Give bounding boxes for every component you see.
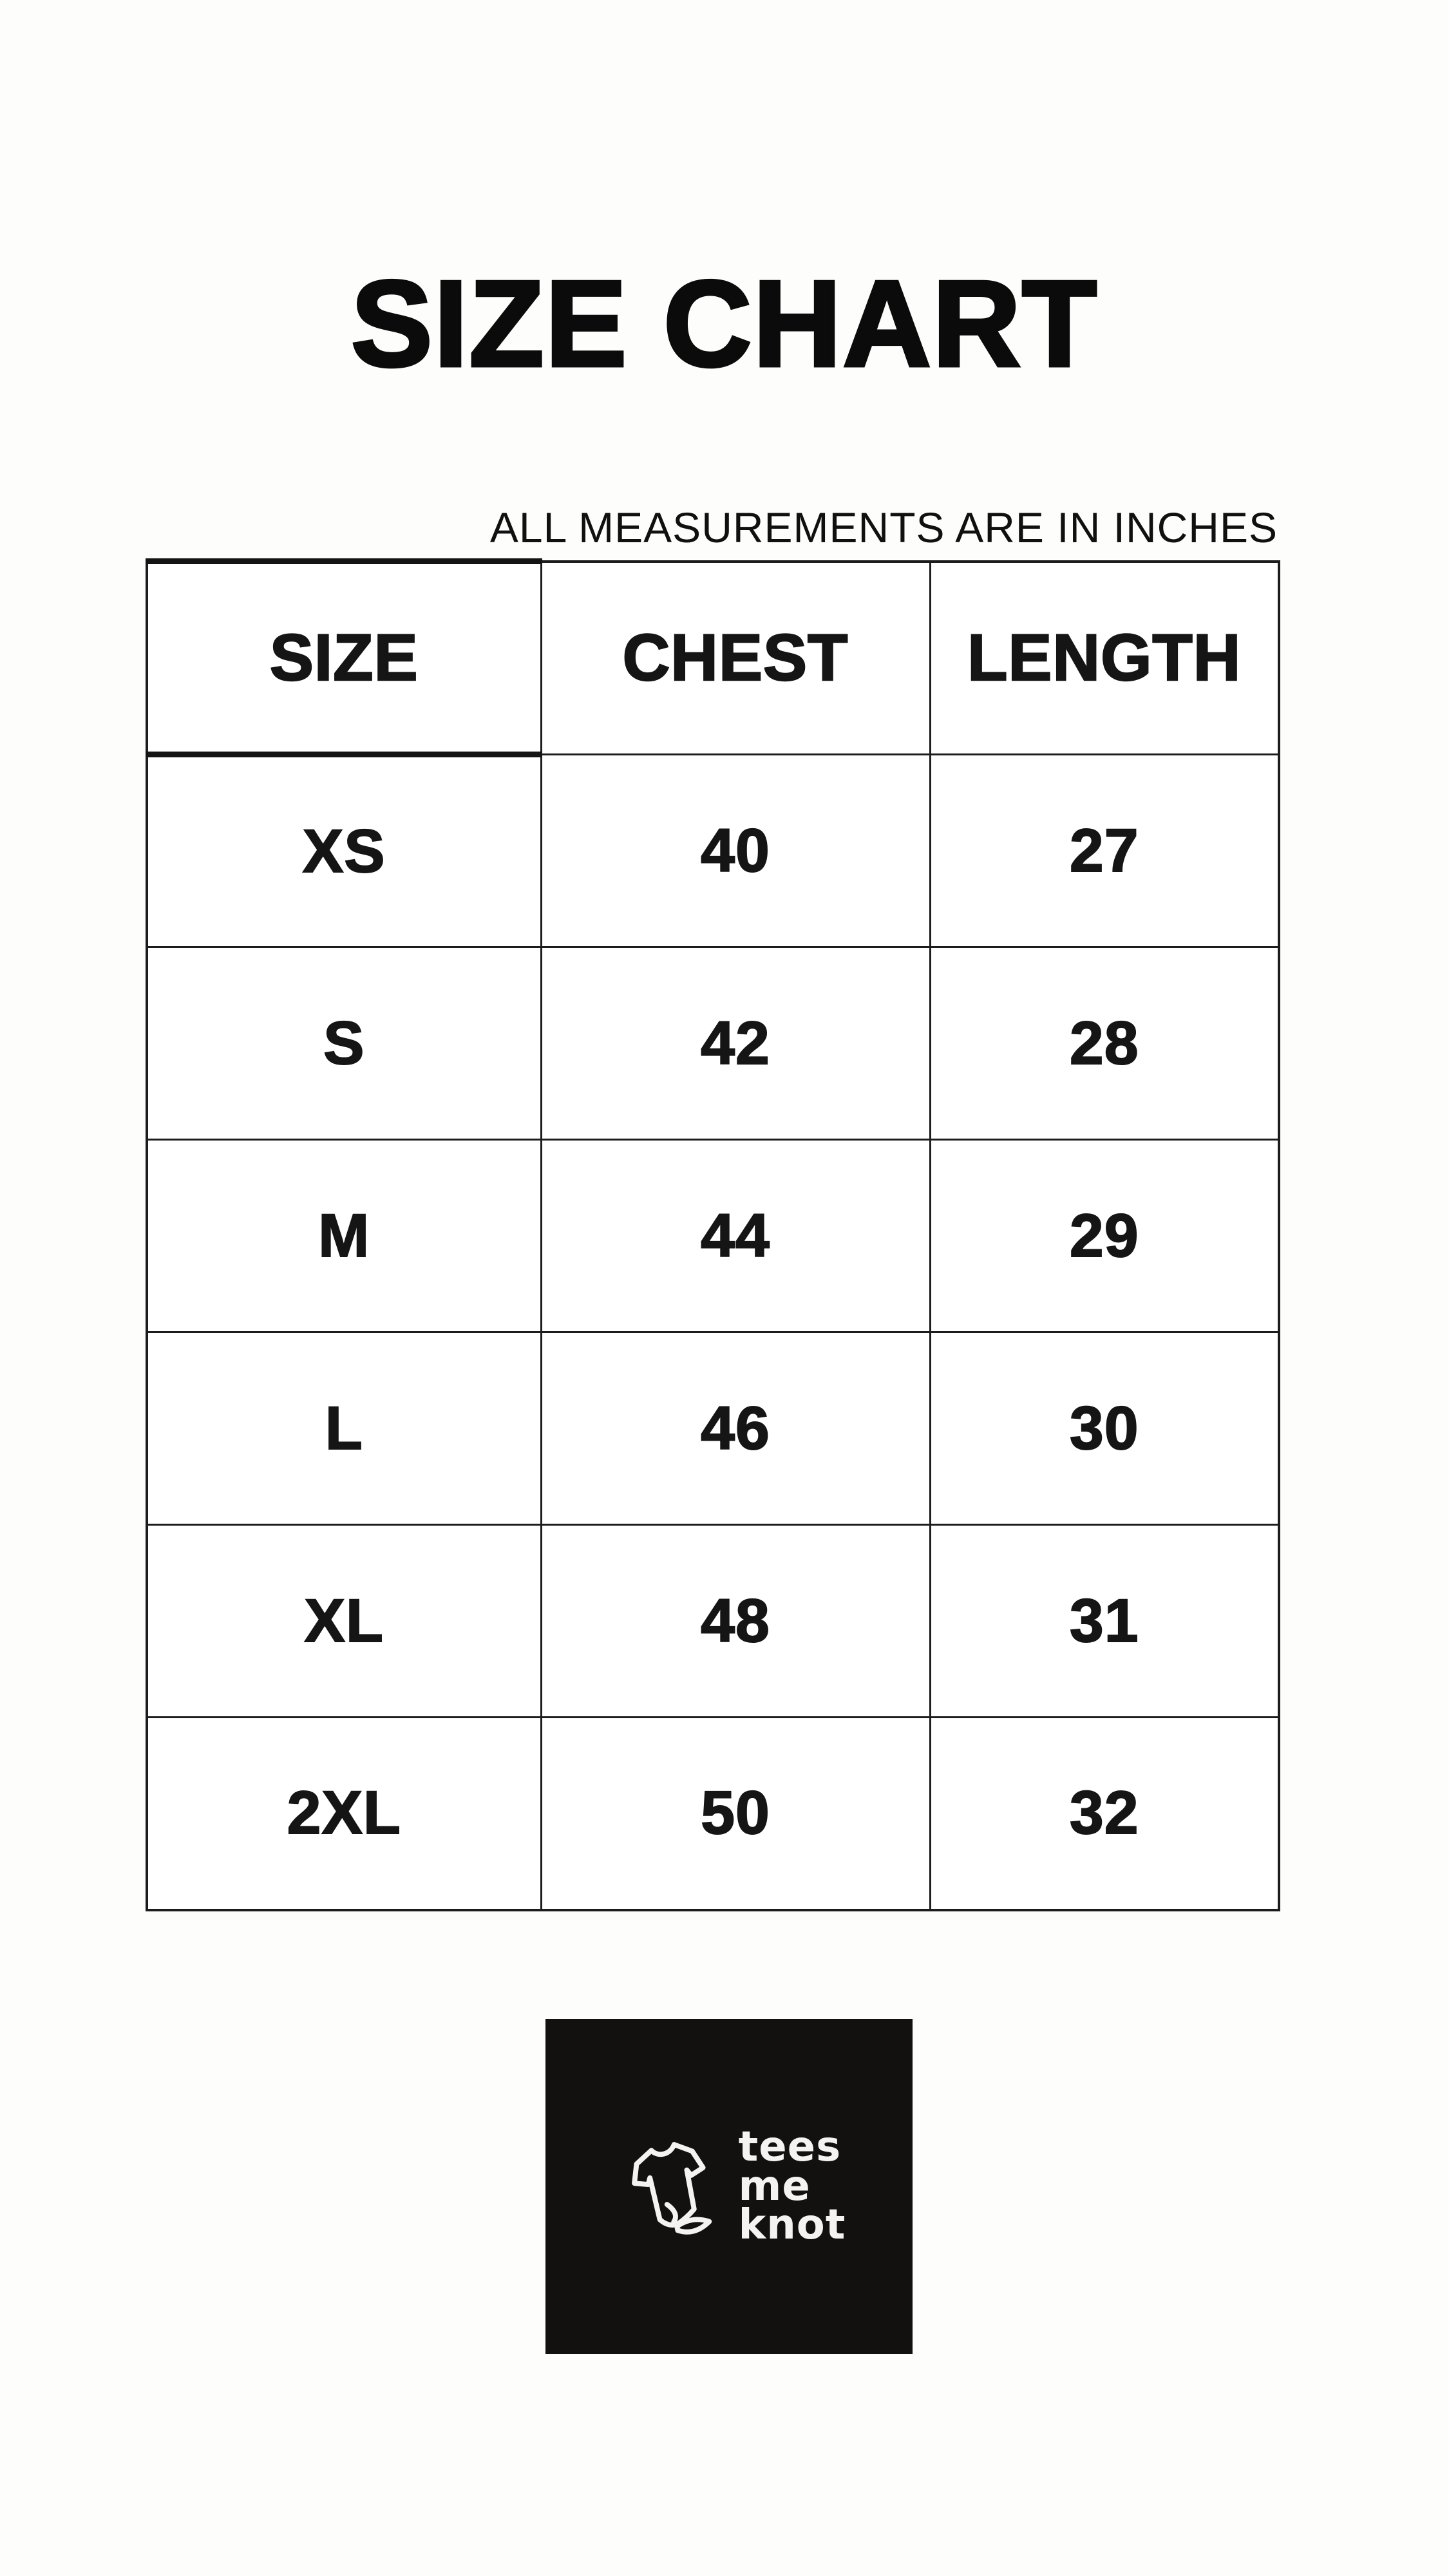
table-row (147, 755, 1279, 947)
knotted-tshirt-icon (612, 2125, 735, 2248)
size-cell: S (147, 947, 541, 1140)
length-cell: 27 (930, 755, 1279, 947)
logo-word-tees: tees (738, 2123, 842, 2171)
units-note: ALL MEASUREMENTS ARE IN INCHES (489, 504, 1278, 551)
size-cell: 2XL (147, 1718, 541, 1910)
chest-cell: 44 (541, 1140, 930, 1332)
length-cell: 30 (930, 1332, 1279, 1525)
column-header-chest: CHEST (541, 562, 930, 755)
length-cell: 32 (930, 1718, 1279, 1910)
chest-cell: 50 (541, 1718, 930, 1910)
length-cell: 29 (930, 1140, 1279, 1332)
logo-wordmark (738, 2123, 846, 2249)
page-title: SIZE CHART (351, 256, 1098, 392)
chest-cell: 40 (541, 755, 930, 947)
size-cell: XS (147, 755, 541, 947)
length-cell: 28 (930, 947, 1279, 1140)
table-row (147, 1718, 1279, 1910)
size-cell: M (147, 1140, 541, 1332)
table-row (147, 1525, 1279, 1718)
column-header-length: LENGTH (930, 562, 1279, 755)
logo-word-me: me (738, 2162, 811, 2210)
size-cell: L (147, 1332, 541, 1525)
length-cell: 31 (930, 1525, 1279, 1718)
table-row (147, 1140, 1279, 1332)
table-row (147, 1332, 1279, 1525)
table-row (147, 947, 1279, 1140)
header-row (147, 562, 1279, 755)
logo-word-knot: knot (738, 2201, 846, 2249)
chest-cell: 42 (541, 947, 930, 1140)
size-table (146, 558, 1280, 1911)
column-header-size: SIZE (147, 562, 541, 755)
chest-cell: 46 (541, 1332, 930, 1525)
size-cell: XL (147, 1525, 541, 1718)
chest-cell: 48 (541, 1525, 930, 1718)
brand-logo (545, 2019, 913, 2354)
